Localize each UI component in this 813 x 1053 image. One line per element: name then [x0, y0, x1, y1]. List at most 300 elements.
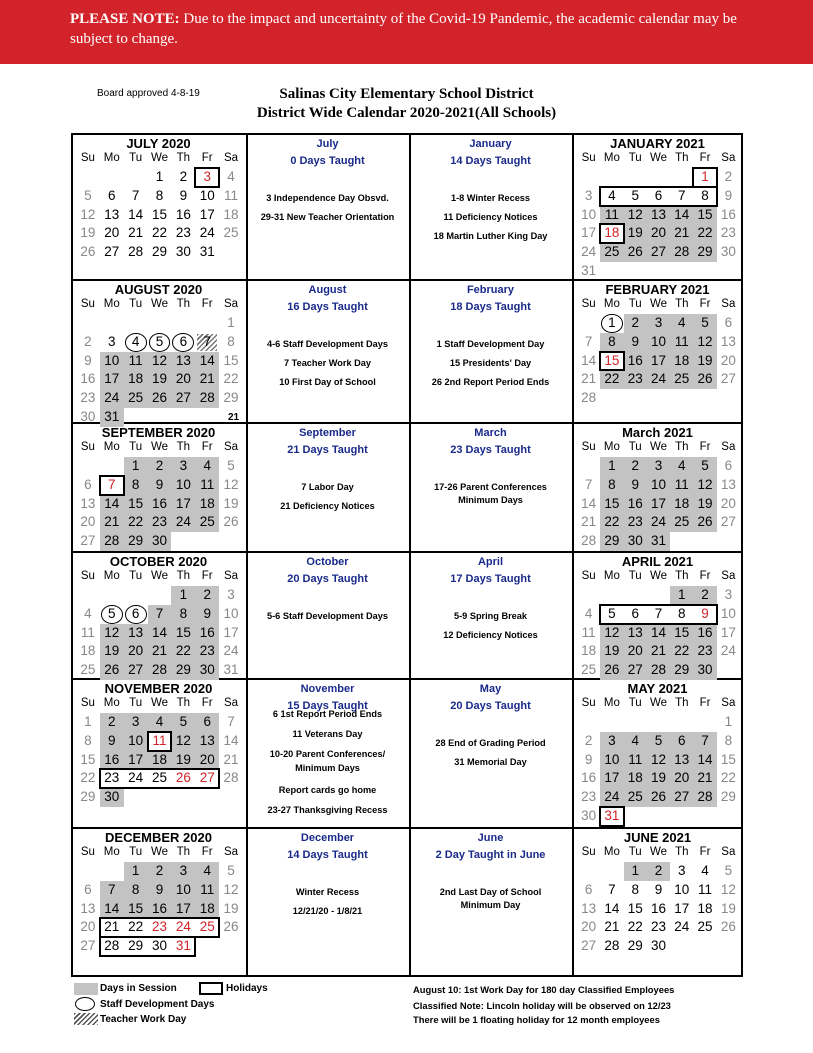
day-cell: 12	[148, 352, 172, 371]
weekday-label: Sa	[224, 570, 239, 582]
day-cell: 17	[171, 495, 195, 514]
day-cell: 22	[670, 642, 693, 661]
day-cell: 26	[175, 770, 191, 786]
day-cell: 24	[647, 370, 670, 389]
day-cell: 28	[670, 243, 693, 262]
day-cell: 11	[195, 881, 219, 900]
day-cell: 8	[155, 187, 164, 203]
day-cell: 9	[148, 476, 172, 495]
day-cell: 11	[224, 187, 239, 203]
day-cell: 2	[148, 457, 172, 476]
holiday-box	[599, 351, 624, 372]
info-month-title: July	[316, 138, 339, 150]
day-cell: 27	[647, 243, 670, 262]
day-cell: 29	[627, 938, 643, 954]
info-event: 5-6 Staff Development Days	[266, 611, 388, 621]
day-cell: 19	[223, 495, 239, 511]
day-cell: 11	[624, 751, 647, 770]
weekday-label: Su	[581, 441, 596, 453]
weekday-label: Tu	[129, 298, 143, 310]
grid-line	[71, 827, 743, 829]
day-cell: 5	[631, 187, 639, 203]
day-cell: 7	[227, 714, 235, 729]
info-month-title: May	[479, 683, 502, 695]
weekday-label: Mo	[603, 298, 620, 310]
info-event: 3 Independence Day Obsvd.	[266, 193, 389, 203]
day-cell: 16	[581, 770, 597, 786]
day-cell: 28	[647, 661, 670, 680]
day-cell: 25	[223, 225, 239, 241]
legend-session-swatch	[74, 983, 98, 995]
day-cell: 14	[100, 900, 124, 919]
info-month-title: October	[306, 556, 349, 568]
day-cell: 7	[678, 187, 686, 203]
days-taught: 20 Days Taught	[287, 573, 368, 585]
day-cell: 20	[80, 919, 96, 935]
day-cell: 2	[624, 314, 647, 333]
day-cell: 16	[148, 495, 172, 514]
day-cell: 23	[148, 513, 172, 532]
day-cell: 6	[84, 881, 92, 897]
day-cell: 1	[600, 457, 623, 476]
weekday-label: We	[649, 441, 667, 453]
day-cell: 12	[223, 881, 239, 897]
day-cell: 11	[670, 333, 693, 352]
day-cell: 16	[80, 371, 96, 387]
weekday-label: Mo	[103, 846, 120, 858]
weekday-label: Sa	[721, 298, 736, 310]
day-cell: 15	[627, 900, 643, 916]
day-cell: 23	[693, 642, 716, 661]
day-cell: 22	[627, 919, 643, 935]
weekday-label: Mo	[603, 846, 620, 858]
day-cell: 8	[600, 333, 623, 352]
grid-line	[71, 551, 743, 553]
month-title: AUGUST 2020	[114, 282, 203, 297]
weekday-label: Sa	[721, 152, 736, 164]
weekday-label: Th	[675, 441, 689, 453]
day-cell: 12	[624, 206, 647, 225]
day-cell: 8	[600, 476, 623, 495]
day-cell: 4	[131, 333, 140, 349]
day-cell: 3	[647, 457, 670, 476]
day-cell: 22	[600, 370, 623, 389]
day-cell: 22	[151, 225, 167, 241]
day-cell: 13	[195, 732, 219, 751]
info-month-title: January	[469, 138, 512, 150]
note-line: August 10: 1st Work Day for 180 day Classified Employees	[413, 984, 675, 995]
weekday-label: Fr	[201, 441, 213, 453]
days-taught: 14 Days Taught	[450, 155, 531, 167]
weekday-label: Su	[581, 697, 596, 709]
day-cell: 9	[624, 333, 647, 352]
day-cell: 12	[693, 333, 716, 352]
day-cell: 4	[701, 863, 709, 878]
day-cell: 14	[604, 900, 620, 916]
day-cell: 31	[100, 408, 124, 427]
day-cell: 5	[647, 732, 670, 751]
day-cell: 13	[624, 624, 647, 643]
info-month-title: April	[477, 556, 504, 568]
day-cell: 10	[647, 476, 670, 495]
weekday-label: Su	[80, 152, 95, 164]
day-cell: 3	[124, 713, 148, 732]
day-cell: 18	[624, 769, 647, 788]
day-cell: 19	[171, 751, 195, 770]
day-cell: 29	[720, 789, 736, 805]
info-event: Minimum Days	[295, 763, 360, 773]
day-cell: 10	[223, 605, 239, 621]
day-cell: 26	[693, 370, 716, 389]
day-cell: 30	[151, 938, 167, 954]
holiday-box	[99, 768, 220, 789]
holiday-box	[599, 806, 624, 827]
info-event: 17-26 Parent Conferences	[434, 482, 547, 492]
day-cell: 20	[647, 224, 670, 243]
day-cell: 22	[171, 642, 195, 661]
day-cell: 12	[171, 732, 195, 751]
day-cell: 9	[195, 605, 219, 624]
day-cell: 30	[581, 808, 597, 823]
day-cell: 16	[148, 900, 172, 919]
weekday-label: Mo	[603, 697, 620, 709]
day-cell: 28	[604, 938, 620, 954]
info-event: 31 Memorial Day	[454, 757, 527, 767]
day-cell: 14	[100, 495, 124, 514]
day-cell: 4	[670, 457, 693, 476]
day-cell: 9	[584, 751, 593, 767]
legend-session-label: Days in Session	[100, 983, 177, 994]
day-cell: 23	[80, 390, 96, 406]
weekday-label: We	[150, 846, 168, 858]
days-taught: 18 Days Taught	[450, 301, 531, 313]
day-cell: 27	[670, 788, 693, 807]
days-in-month-count: 21	[228, 412, 240, 423]
weekday-label: Su	[80, 570, 95, 582]
day-cell: 18	[697, 900, 713, 916]
day-cell: 5	[84, 187, 92, 203]
weekday-label: Th	[675, 846, 689, 858]
day-cell: 18	[581, 643, 597, 659]
info-event: 1 Staff Development Day	[436, 339, 545, 349]
day-cell: 25	[600, 243, 623, 262]
day-cell: 1	[171, 586, 195, 605]
day-cell: 19	[80, 225, 96, 241]
day-cell: 13	[171, 352, 195, 371]
weekday-label: Tu	[129, 441, 143, 453]
weekday-label: Tu	[628, 846, 642, 858]
day-cell: 12	[720, 881, 736, 897]
day-cell: 31	[223, 662, 239, 678]
day-cell: 24	[175, 919, 191, 935]
day-cell: 1	[227, 315, 235, 330]
day-cell: 13	[124, 624, 148, 643]
weekday-label: We	[649, 846, 667, 858]
day-cell: 2	[100, 713, 124, 732]
info-event: 10 First Day of School	[279, 377, 376, 387]
day-cell: 28	[128, 244, 144, 260]
weekday-label: Sa	[721, 441, 736, 453]
day-cell: 8	[227, 333, 235, 349]
day-cell: 2	[195, 586, 219, 605]
weekday-label: We	[649, 697, 667, 709]
day-cell: 25	[581, 662, 597, 678]
day-cell: 23	[624, 370, 647, 389]
day-cell: 5	[608, 605, 616, 621]
day-cell: 3	[108, 333, 116, 349]
weekday-label: Su	[80, 298, 95, 310]
day-cell: 2	[693, 586, 716, 605]
day-cell: 28	[223, 770, 239, 786]
day-cell: 8	[171, 605, 195, 624]
info-month-title: September	[299, 427, 356, 439]
day-cell: 15	[151, 206, 167, 222]
day-cell: 21	[604, 919, 620, 935]
info-event: 7 Teacher Work Day	[284, 358, 371, 368]
day-cell: 21	[148, 642, 172, 661]
day-cell: 10	[647, 333, 670, 352]
staff-dev-circle	[601, 314, 622, 333]
weekday-label: Fr	[699, 570, 711, 582]
day-cell: 29	[128, 938, 144, 954]
day-cell: 10	[171, 881, 195, 900]
day-cell: 25	[624, 788, 647, 807]
day-cell: 15	[171, 624, 195, 643]
day-cell: 27	[124, 661, 148, 680]
day-cell: 6	[670, 732, 693, 751]
day-cell: 10	[674, 881, 690, 897]
day-cell: 8	[631, 881, 639, 897]
day-cell: 29	[693, 243, 716, 262]
info-event: 12/21/20 - 1/8/21	[292, 906, 363, 916]
legend-work-label: Teacher Work Day	[100, 1014, 187, 1025]
month-title: JUNE 2021	[623, 830, 692, 845]
day-cell: 17	[199, 206, 215, 222]
day-cell: 2	[84, 333, 92, 349]
day-cell: 11	[124, 352, 148, 371]
day-cell: 19	[693, 352, 716, 371]
holiday-box	[599, 186, 717, 207]
weekday-label: Su	[581, 570, 596, 582]
day-cell: 27	[720, 371, 736, 387]
month-title: DECEMBER 2020	[105, 830, 212, 845]
day-cell: 3	[203, 169, 211, 184]
day-cell: 6	[724, 315, 733, 330]
day-cell: 8	[124, 476, 148, 495]
day-cell: 5	[693, 314, 716, 333]
weekday-label: Sa	[224, 441, 239, 453]
day-cell: 11	[698, 881, 713, 897]
day-cell: 10	[124, 732, 148, 751]
day-cell: 28	[581, 533, 597, 549]
weekday-label: Th	[675, 570, 689, 582]
day-cell: 5	[108, 605, 116, 621]
day-cell: 26	[223, 919, 239, 935]
day-cell: 14	[148, 624, 172, 643]
weekday-label: Fr	[201, 298, 213, 310]
weekday-label: We	[649, 298, 667, 310]
day-cell: 25	[195, 513, 219, 532]
day-cell: 7	[131, 187, 140, 203]
legend-staff-circle	[75, 997, 95, 1011]
day-cell: 24	[720, 643, 736, 659]
day-cell: 6	[631, 605, 639, 621]
weekday-label: Mo	[103, 441, 120, 453]
weekday-label: Fr	[201, 570, 213, 582]
day-cell: 7	[584, 476, 593, 492]
day-cell: 10	[720, 605, 736, 621]
weekday-label: Th	[176, 441, 191, 453]
day-cell: 15	[604, 352, 620, 368]
day-cell: 17	[124, 751, 148, 770]
day-cell: 2	[647, 862, 670, 881]
day-cell: 17	[223, 624, 239, 640]
weekday-label: Th	[675, 298, 689, 310]
day-cell: 30	[720, 244, 736, 260]
holiday-box	[599, 223, 624, 244]
day-cell: 1	[670, 586, 693, 605]
day-cell: 1	[608, 315, 616, 330]
day-cell: 14	[581, 352, 597, 368]
weekday-label: Sa	[224, 846, 239, 858]
day-cell: 23	[175, 225, 191, 241]
day-cell: 21	[195, 370, 219, 389]
holiday-box	[99, 917, 220, 938]
day-cell: 29	[670, 661, 693, 680]
day-cell: 26	[647, 788, 670, 807]
day-cell: 4	[227, 169, 235, 184]
day-cell: 6	[584, 881, 593, 897]
day-cell: 22	[600, 513, 623, 532]
weekday-label: Tu	[129, 846, 143, 858]
day-cell: 9	[724, 187, 733, 203]
day-cell: 20	[581, 919, 597, 935]
day-cell: 14	[670, 206, 693, 225]
weekday-label: Mo	[103, 697, 120, 709]
day-cell: 4	[624, 732, 647, 751]
day-cell: 12	[600, 624, 623, 643]
day-cell: 23	[581, 789, 597, 805]
day-cell: 16	[100, 751, 124, 770]
day-cell: 8	[701, 187, 709, 203]
day-cell: 16	[650, 900, 666, 916]
legend-staff-label: Staff Development Days	[100, 999, 215, 1010]
days-taught: 17 Days Taught	[450, 573, 531, 585]
day-cell: 16	[195, 624, 219, 643]
legend-holiday-swatch	[199, 982, 223, 995]
day-cell: 15	[124, 900, 148, 919]
day-cell: 26	[693, 513, 716, 532]
weekday-label: Fr	[699, 152, 711, 164]
weekday-label: We	[150, 441, 168, 453]
info-month-title: June	[477, 832, 504, 844]
day-cell: 15	[80, 751, 96, 767]
info-event: 15 Presidents' Day	[449, 358, 532, 368]
info-event: 5-9 Spring Break	[453, 611, 527, 621]
day-cell: 28	[195, 389, 219, 408]
day-cell: 2	[179, 169, 188, 184]
day-cell: 12	[693, 476, 716, 495]
staff-dev-circle	[172, 333, 194, 352]
info-event: Minimum Days	[458, 495, 523, 505]
day-cell: 28	[148, 661, 172, 680]
day-cell: 31	[175, 938, 191, 954]
day-cell: 18	[195, 495, 219, 514]
day-cell: 8	[724, 732, 733, 748]
day-cell: 7	[148, 605, 172, 624]
day-cell: 7	[100, 881, 124, 900]
day-cell: 4	[84, 605, 92, 621]
day-cell: 12	[647, 751, 670, 770]
day-cell: 23	[195, 642, 219, 661]
weekday-label: Tu	[628, 570, 642, 582]
day-cell: 23	[720, 225, 736, 241]
staff-dev-circle	[101, 605, 123, 624]
info-event: 28 End of Grading Period	[435, 738, 546, 748]
day-cell: 23	[650, 919, 666, 935]
weekday-label: Sa	[721, 570, 736, 582]
holiday-box	[599, 604, 717, 625]
day-cell: 17	[171, 900, 195, 919]
day-cell: 13	[80, 495, 96, 511]
note-line: Classified Note: Lincoln holiday will be observed on 12/23	[413, 1000, 671, 1011]
day-cell: 23	[104, 770, 120, 786]
day-cell: 25	[80, 662, 96, 678]
day-cell: 27	[581, 938, 597, 954]
day-cell: 27	[80, 533, 96, 549]
info-event: Winter Recess	[295, 887, 360, 897]
info-event: 18 Martin Luther King Day	[433, 231, 548, 241]
weekday-label: Fr	[699, 441, 711, 453]
day-cell: 2	[584, 732, 593, 748]
day-cell: 7	[203, 333, 211, 349]
district-title: Salinas City Elementary School District	[279, 86, 534, 102]
weekday-label: Sa	[224, 298, 239, 310]
day-cell: 20	[80, 514, 96, 530]
day-cell: 11	[80, 624, 95, 640]
day-cell: 26	[100, 661, 124, 680]
day-cell: 15	[670, 624, 693, 643]
day-cell: 12	[80, 206, 96, 222]
day-cell: 24	[171, 513, 195, 532]
day-cell: 13	[581, 900, 597, 916]
weekday-label: We	[150, 697, 168, 709]
weekday-label: Th	[176, 697, 191, 709]
holiday-box	[99, 936, 196, 957]
days-taught: 0 Days Taught	[290, 155, 365, 167]
day-cell: 30	[148, 532, 172, 551]
weekday-label: Mo	[103, 570, 120, 582]
info-event: 26 2nd Report Period Ends	[431, 377, 550, 387]
note-line: There will be 1 floating holiday for 12 month employees	[413, 1014, 660, 1025]
weekday-label: Th	[176, 570, 191, 582]
day-cell: 5	[171, 713, 195, 732]
month-title: MAY 2021	[627, 681, 688, 696]
month-title: JANUARY 2021	[610, 136, 705, 151]
day-cell: 29	[223, 390, 239, 406]
day-cell: 31	[647, 532, 670, 551]
day-cell: 1	[84, 714, 92, 729]
weekday-label: Sa	[224, 697, 239, 709]
holiday-box	[692, 167, 717, 188]
day-cell: 1	[701, 169, 709, 184]
day-cell: 18	[604, 225, 620, 241]
calendar-title: District Wide Calendar 2020-2021(All Schools)	[256, 105, 557, 121]
day-cell: 25	[670, 513, 693, 532]
day-cell: 5	[227, 863, 235, 878]
weekday-label: Tu	[628, 152, 642, 164]
day-cell: 31	[581, 263, 597, 278]
